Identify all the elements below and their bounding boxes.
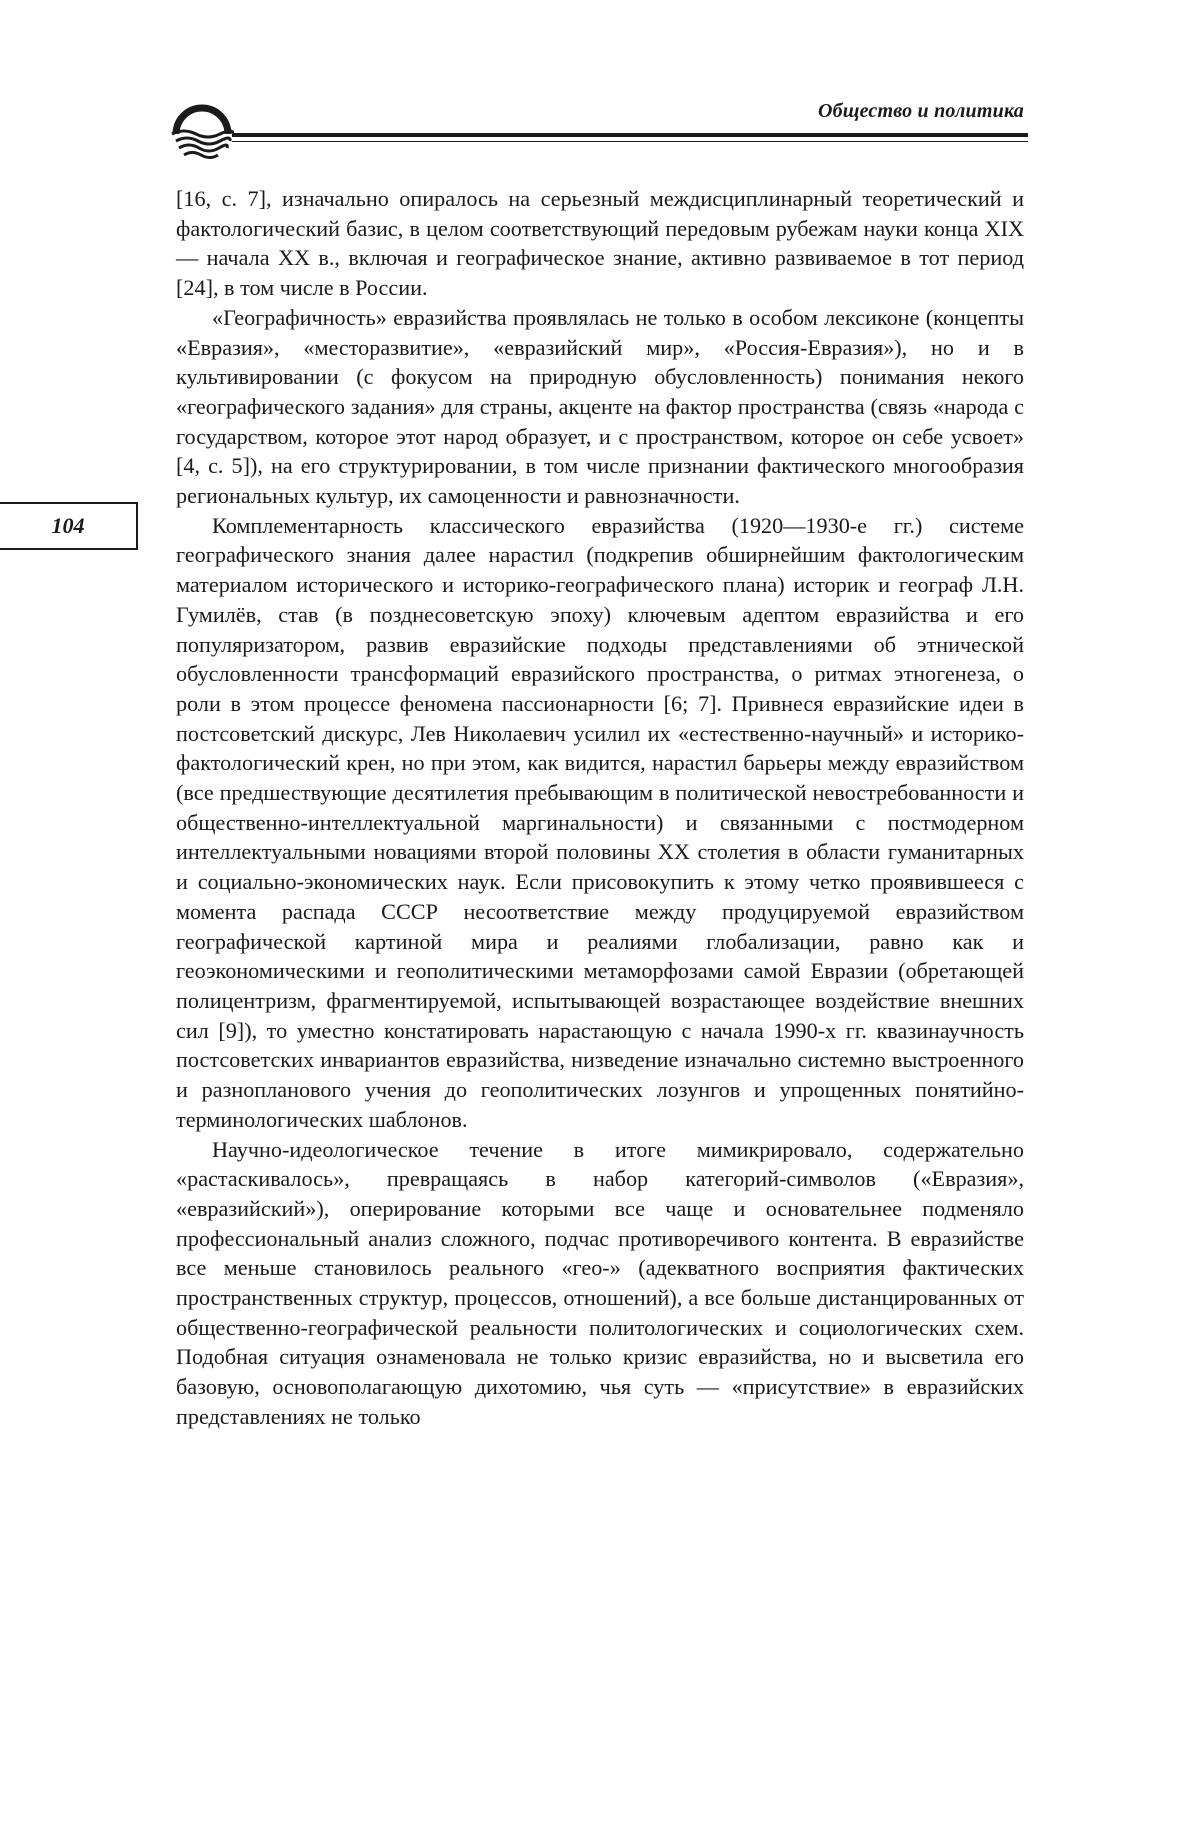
running-title: Общество и политика [817, 100, 1024, 122]
page-number: 104 [0, 502, 138, 550]
paragraph-1: [16, с. 7], изначально опиралось на серьезный междисциплинарный теоретический и фактологический базис, в целом соответствующий передовым рубежам науки конца XIX — начала XX в., включая и географическое знание, активно развиваемое в тот период [24], в том числе в России. [176, 186, 1024, 301]
article-body [176, 184, 1024, 1432]
paragraph-4: Научно-идеологическое течение в итоге мимикрировало, содержательно «растаскивалось», превращаясь в набор категорий-символов («Евразия», «евразийский»), оперирование которыми все чаще и основательнее подменяло профессиональный анализ сложного, подчас противоречивого контента. В евразийстве все меньше становилось реального «гео-» (адекватного восприятия фактических пространственных структур, процессов, отношений), а все больше дистанцированных от общественно-географической реальности политологических и социологических схем. Подобная ситуация ознаменовала не только кризис евразийства, но и высветила его базовую, основополагающую дихотомию, чья суть — «присутствие» в евразийских представлениях не только [176, 1136, 1024, 1429]
journal-emblem-icon [170, 104, 234, 162]
header-rule-thin [232, 141, 1028, 142]
paragraph-3: Комплементарность классического евразийства (1920—1930-е гг.) системе географического знания далее нарастил (подкрепив обширнейшим фактологическим материалом исторического и историко-географического плана) историк и географ Л.Н. Гумилёв, став (в позднесоветскую эпоху) ключевым адептом евразийства и его популяризатором, развив евразийские подходы представлениями об этнической обусловленности трансформаций евразийского пространства, о ритмах этногенеза, о роли в этом процессе феномена пассионарности [6; 7]. Привнеся евразийские идеи в постсоветский дискурс, Лев Николаевич усилил их «естественно-научный» и историко-фактологический крен, но при этом, как видится, нарастил барьеры между евразийством (все предшествующие десятилетия пребывающим в политической невостребованности и общественно-интеллектуальной маргинальности) и связанными с постмодерном интеллектуальными новациями второй половины XX столетия в области гуманитарных и социально-экономических наук. Если присовокупить к этому четко проявившееся с момента распада СССР несоответствие между продуцируемой евразийством географической картиной мира и реалиями глобализации, равно как и геоэкономическими и геополитическими метаморфозами самой Евразии (обретающей полицентризм, фрагментируемой, испытывающей возрастающее воздействие внешних сил [9]), то уместно констатировать нарастающую с начала 1990-х гг. квазинаучность постсоветских инвариантов евразийства, низведение изначально системно выстроенного и разнопланового учения до геополитических лозунгов и упрощенных понятийно-терминологических шаблонов. [176, 512, 1024, 1132]
header-rule-thick [232, 133, 1028, 137]
paragraph-2: «Географичность» евразийства проявлялась не только в особом лексиконе (концепты «Евразия», «месторазвитие», «евразийский мир», «Россия-Евразия»), но и в культивировании (с фокусом на природную обусловленность) понимания некого «географического задания» для страны, акценте на фактор пространства (связь «народа с государством, которое этот народ образует, и с пространством, которое он себе усвоет» [4, с. 5]), на его структурировании, в том числе признании фактического многообразия региональных культур, их самоценности и равнозначности. [176, 304, 1024, 509]
